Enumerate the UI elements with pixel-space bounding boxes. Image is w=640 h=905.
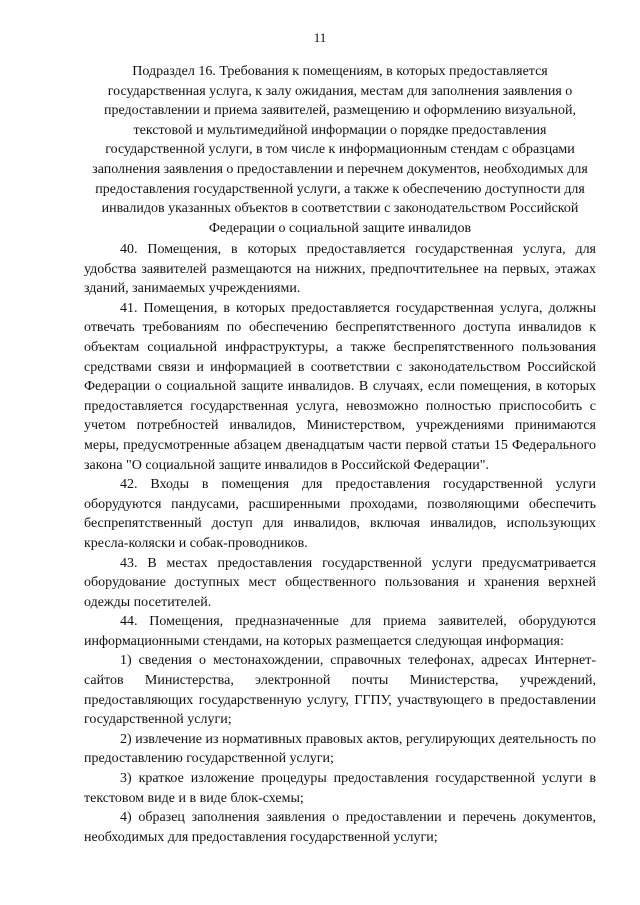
- page-number: 11: [313, 30, 327, 45]
- paragraph-40: 40. Помещения, в которых предоставляется государственная услуга, для удобства заявителей размещаются на нижних, предпочтительнее на первых, этажах зданий, занимаемых учреждениями.: [84, 242, 596, 297]
- paragraph-43: 43. В местах предоставления государственной услуги предусматривается оборудование доступных мест общественного пользования и хранения верхней одежды посетителей.: [84, 555, 596, 610]
- list-item-3: 3) краткое изложение процедуры предоставления государственной услуги в текстовом виде и в виде блок-схемы;: [84, 771, 596, 806]
- list-item-4: 4) образец заполнения заявления о предоставлении и перечень документов, необходимых для предоставления государственной услуги;: [84, 810, 596, 845]
- paragraph-42: 42. Входы в помещения для предоставления государственной услуги оборудуются пандусами, расширенными проходами, позволяющими обеспечить беспрепятственный доступ для инвалидов, включая инвалидов, использующих кресла-коляски и собак-проводников.: [84, 477, 596, 551]
- body-text: [84, 240, 596, 847]
- list-item-1: 1) сведения о местонахождении, справочных телефонах, адресах Интернет-сайтов Министерства, электронной почты Министерства, учреждений, предоставляющих государственную услугу, ГГПУ, участвующего в предоставлении государственной услуги;: [84, 653, 596, 728]
- paragraph-44: 44. Помещения, предназначенные для приема заявителей, оборудуются информационными стендами, на которых размещается следующая информация:: [84, 614, 596, 649]
- subsection-heading: Подраздел 16. Требования к помещениям, в которых предоставляется государственная услуга, к залу ожидания, местам для заполнения заявления о предоставлении и приема заявителей, размещению и оформлению визуальной, текстовой и мультимедийной информации о порядке предоставления государственной услуги, в том числе к информационным стендам с образцами заполнения заявления о предоставлении и перечнем документов, необходимых для предоставления государственной услуги, а также к обеспечению доступности для инвалидов указанных объектов в соответствии с законодательством Российской Федерации о социальной защите инвалидов: [92, 64, 588, 236]
- paragraph-41: 41. Помещения, в которых предоставляется государственная услуга, должны отвечать требованиям по обеспечению беспрепятственного доступа инвалидов к объектам социальной инфраструктуры, а также беспрепятственного пользования средствами связи и информацией в соответствии с законодательством Российской Федерации о социальной защите инвалидов. В случаях, если помещения, в которых предоставляется государственная услуга, невозможно полностью приспособить с учетом потребностей инвалидов, Министерством, учреждениями принимаются меры, предусмотренные абзацем двенадцатым части первой статьи 15 Федерального закона "О социальной защите инвалидов в Российской Федерации".: [84, 300, 596, 473]
- list-item-2: 2) извлечение из нормативных правовых актов, регулирующих деятельность по предоставлению государственной услуги;: [84, 731, 596, 767]
